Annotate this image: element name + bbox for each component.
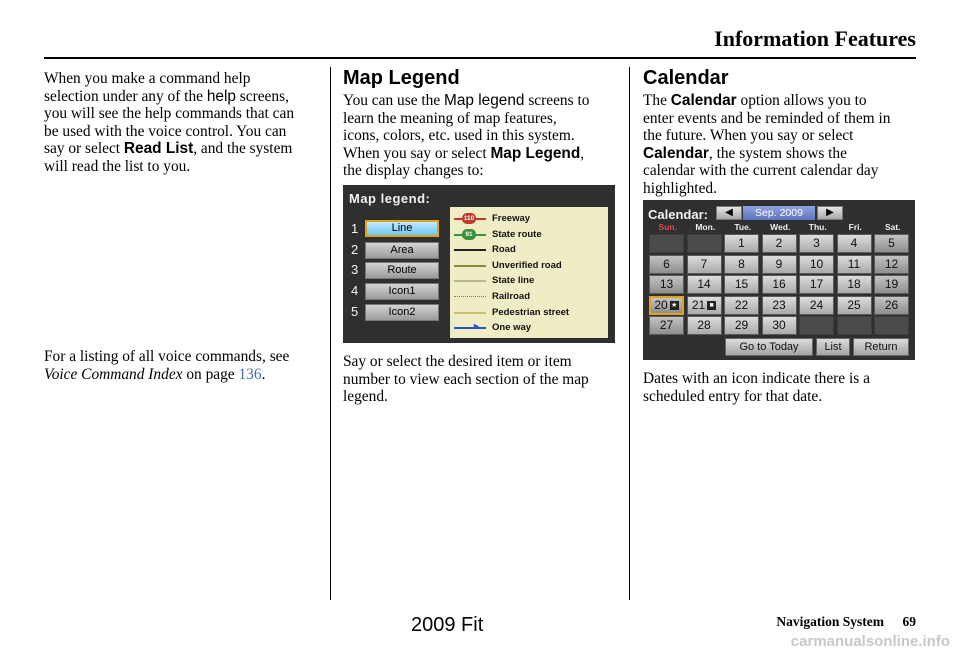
calendar-day[interactable]: 24 bbox=[799, 296, 834, 315]
calendar-day[interactable]: 14 bbox=[687, 275, 722, 294]
calendar-day[interactable]: 5 bbox=[874, 234, 909, 253]
calendar-day[interactable]: 19 bbox=[874, 275, 909, 294]
calendar-day[interactable]: 12 bbox=[874, 255, 909, 274]
calendar-empty-cell bbox=[837, 316, 872, 335]
legend-panel bbox=[450, 207, 608, 338]
map-legend-screen-title: Map legend: bbox=[349, 191, 431, 206]
calendar-day[interactable]: 20 ★ bbox=[649, 296, 684, 315]
calendar-day[interactable]: 16 bbox=[762, 275, 797, 294]
page-link[interactable]: 136 bbox=[238, 365, 262, 383]
calendar-empty-cell bbox=[799, 316, 834, 335]
legend-button-area[interactable]: Area bbox=[365, 242, 439, 259]
calendar-day[interactable]: 4 bbox=[837, 234, 872, 253]
legend-label: Freeway bbox=[492, 213, 531, 224]
calendar-day[interactable]: 29 bbox=[724, 316, 759, 335]
return-button[interactable]: Return bbox=[853, 338, 909, 356]
calendar-empty-cell bbox=[649, 234, 684, 253]
legend-line-sample bbox=[454, 296, 486, 299]
prev-month-button[interactable]: ◀ bbox=[716, 206, 742, 220]
calendar-day[interactable]: 11 bbox=[837, 255, 872, 274]
calendar-day[interactable]: 21 ■ bbox=[687, 296, 722, 315]
weekday-label: Fri. bbox=[848, 222, 862, 232]
month-display: Sep. 2009 bbox=[743, 206, 815, 220]
calendar-day[interactable]: 1 bbox=[724, 234, 759, 253]
legend-button-icon2[interactable]: Icon2 bbox=[365, 304, 439, 321]
calendar-day[interactable]: 15 bbox=[724, 275, 759, 294]
legend-button-route[interactable]: Route bbox=[365, 262, 439, 279]
calendar-day[interactable]: 18 bbox=[837, 275, 872, 294]
calendar-empty-cell bbox=[687, 234, 722, 253]
calendar-day[interactable]: 3 bbox=[799, 234, 834, 253]
map-legend-heading: Map Legend bbox=[343, 67, 460, 89]
legend-label: Pedestrian street bbox=[492, 306, 570, 318]
calendar-day[interactable]: 22 bbox=[724, 296, 759, 315]
legend-label: One way bbox=[492, 322, 532, 334]
calendar-screen bbox=[643, 200, 915, 360]
route-badge-icon: 110 bbox=[463, 215, 475, 222]
legend-line-sample bbox=[454, 265, 486, 267]
legend-number-4: 4 bbox=[351, 283, 359, 298]
map-legend-after-paragraph: Say or select the desired item or item number to view each section of the map legend. bbox=[343, 353, 589, 406]
calendar-grid bbox=[649, 234, 911, 339]
next-month-button[interactable]: ▶ bbox=[817, 206, 843, 220]
site-watermark: carmanualsonline.info bbox=[790, 633, 950, 650]
one-way-arrow-icon: ► bbox=[472, 321, 481, 332]
legend-number-1: 1 bbox=[351, 221, 359, 236]
footer-nav-label: Navigation System bbox=[776, 614, 884, 629]
calendar-day[interactable]: 8 bbox=[724, 255, 759, 274]
weekday-label: Tue. bbox=[734, 222, 752, 232]
calendar-day[interactable]: 17 bbox=[799, 275, 834, 294]
legend-label: State route bbox=[492, 228, 542, 240]
read-list-keyword: Read List bbox=[123, 140, 194, 158]
calendar-heading: Calendar bbox=[643, 67, 729, 89]
scheduled-entry-icon: ■ bbox=[707, 301, 716, 310]
map-legend-screen bbox=[343, 185, 615, 343]
legend-label: Road bbox=[492, 244, 516, 256]
legend-line-sample bbox=[454, 312, 486, 314]
list-button[interactable]: List bbox=[816, 338, 850, 356]
page-header-title: Information Features bbox=[714, 26, 916, 51]
weekday-label: Sun. bbox=[658, 222, 677, 232]
weekday-label: Thu. bbox=[808, 222, 827, 232]
legend-button-icon1[interactable]: Icon1 bbox=[365, 283, 439, 300]
calendar-day[interactable]: 2 bbox=[762, 234, 797, 253]
route-badge-icon: 91 bbox=[462, 229, 476, 240]
legend-button-line[interactable]: Line bbox=[365, 220, 439, 237]
weekday-label: Sat. bbox=[884, 222, 901, 232]
help-keyword: help bbox=[206, 87, 236, 105]
calendar-day[interactable]: 25 bbox=[837, 296, 872, 315]
weekday-label: Mon. bbox=[695, 222, 716, 232]
calendar-day[interactable]: 7 bbox=[687, 255, 722, 274]
go-to-today-button[interactable]: Go to Today bbox=[725, 338, 813, 356]
map-legend-paragraph: You can use the Map legend screens to learn the meaning of map features, icons, colors, etc. used in this system. When you say or select Map Legend, the display changes to: bbox=[343, 92, 590, 180]
calendar-day[interactable]: 30 bbox=[762, 316, 797, 335]
column-divider-1 bbox=[330, 67, 331, 600]
scheduled-entry-icon: ★ bbox=[671, 301, 678, 309]
legend-label: Railroad bbox=[492, 291, 531, 302]
voice-command-index-ref: Voice Command Index bbox=[44, 365, 183, 383]
legend-number-3: 3 bbox=[351, 262, 359, 277]
calendar-day[interactable]: 6 bbox=[649, 255, 684, 274]
weekday-label: Wed. bbox=[770, 222, 791, 232]
calendar-paragraph: The Calendar option allows you to enter events and be reminded of them in the future. When you say or select Calendar, the system shows the calendar with the current calendar day highlighted. bbox=[643, 92, 891, 197]
legend-line-sample bbox=[454, 280, 486, 282]
calendar-day[interactable]: 10 bbox=[799, 255, 834, 274]
legend-label: Unverified road bbox=[492, 259, 562, 271]
calendar-day[interactable]: 13 bbox=[649, 275, 684, 294]
voice-index-paragraph: For a listing of all voice commands, see Voice Command Index on page 136. bbox=[44, 348, 290, 383]
calendar-day[interactable]: 28 bbox=[687, 316, 722, 335]
model-watermark: 2009 Fit bbox=[411, 614, 484, 636]
legend-label: State line bbox=[492, 275, 535, 287]
calendar-empty-cell bbox=[874, 316, 909, 335]
legend-number-2: 2 bbox=[351, 242, 359, 257]
footer-page-number: 69 bbox=[902, 614, 916, 629]
legend-line-sample bbox=[454, 249, 486, 251]
calendar-screen-title: Calendar: bbox=[648, 207, 708, 222]
legend-number-5: 5 bbox=[351, 304, 359, 319]
help-paragraph: When you make a command help selection under any of the help screens, you will see the help commands that can be used with the voice control. You can say or select Read List, and the system will read the list to you. bbox=[44, 70, 295, 175]
calendar-day[interactable]: 9 bbox=[762, 255, 797, 274]
calendar-day[interactable]: 23 bbox=[762, 296, 797, 315]
header-rule bbox=[44, 57, 916, 59]
weekday-header bbox=[649, 222, 911, 234]
legend-line-sample bbox=[454, 327, 486, 329]
column-divider-2 bbox=[629, 67, 630, 600]
calendar-after-paragraph: Dates with an icon indicate there is a scheduled entry for that date. bbox=[643, 370, 870, 405]
calendar-day[interactable]: 27 bbox=[649, 316, 684, 335]
calendar-day[interactable]: 26 bbox=[874, 296, 909, 315]
